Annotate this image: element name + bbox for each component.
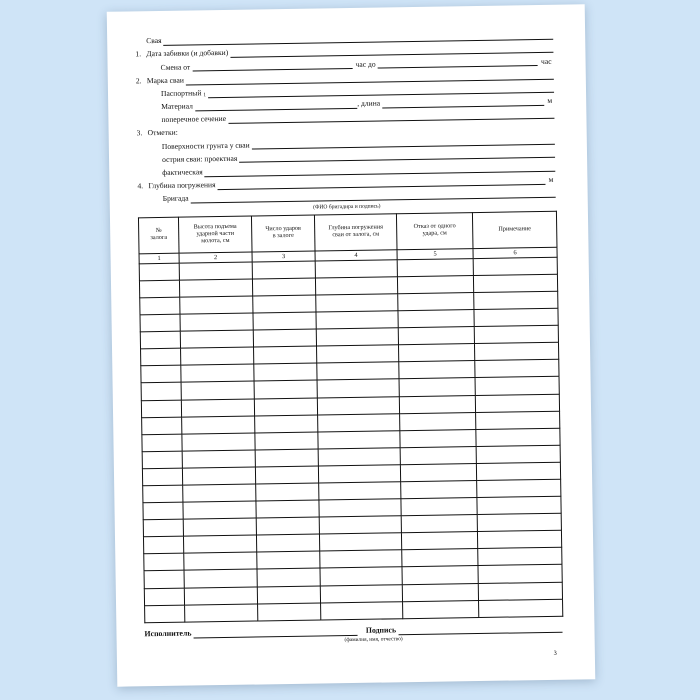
table-cell[interactable] [476,428,560,446]
table-cell[interactable] [319,482,401,500]
column-header-zalog-no [138,217,179,254]
table-cell[interactable] [476,411,560,429]
table-cell[interactable] [475,394,559,412]
field-line[interactable] [230,44,553,58]
table-cell[interactable] [315,277,397,295]
table-cell[interactable] [180,296,253,314]
field-line-length[interactable] [382,97,544,109]
field-label: Материал [161,101,193,112]
table-cell[interactable] [184,569,257,587]
table-cell[interactable] [402,566,478,584]
table-cell[interactable] [316,294,398,312]
table-cell[interactable] [180,313,253,331]
table-cell[interactable] [142,468,182,486]
table-cell[interactable] [143,519,183,537]
table-cell[interactable] [183,518,256,536]
table-cell[interactable] [144,588,184,606]
table-cell[interactable] [478,582,562,600]
table-body [139,247,563,622]
table-cell[interactable] [399,361,475,379]
field-line[interactable] [228,110,554,124]
table-cell[interactable] [181,381,254,399]
table-cell[interactable] [402,549,478,567]
table-cell[interactable] [182,467,255,485]
field-label: Бригада [162,193,189,204]
table-cell[interactable] [317,362,399,380]
table-cell[interactable] [139,263,179,281]
table-cell[interactable] [403,600,479,618]
field-label-superscript: 1 [203,91,207,98]
table-cell[interactable] [185,604,258,622]
table-cell[interactable] [397,275,473,293]
table-cell[interactable] [474,325,558,343]
table-cell[interactable] [183,535,256,553]
table-cell[interactable] [474,342,558,360]
document-content [135,31,563,664]
table-cell[interactable] [141,366,181,384]
header-text: Высота подъема ударной части молота, см [193,222,237,245]
table-cell[interactable] [184,552,257,570]
table-cell[interactable] [182,433,255,451]
table-cell[interactable] [476,445,560,463]
table-cell[interactable] [255,466,318,484]
table-cell[interactable] [253,329,316,347]
field-line[interactable] [208,84,554,98]
field-label-tail: час [540,56,552,66]
table-cell[interactable] [140,314,180,332]
field-line-material[interactable] [195,100,357,112]
table-cell[interactable] [479,599,563,617]
table-cell[interactable] [143,485,183,503]
table-cell[interactable] [183,484,256,502]
table-cell[interactable] [398,293,474,311]
table-cell[interactable] [254,363,317,381]
table-cell[interactable] [399,395,475,413]
table-cell[interactable] [180,330,253,348]
field-label: острия сваи: проектная [161,153,238,164]
signature-label: Подпись [365,625,397,635]
table-cell[interactable] [319,516,401,534]
table-cell[interactable] [181,347,254,365]
table-cell[interactable] [319,533,401,551]
table-cell[interactable] [182,416,255,434]
table-cell[interactable] [256,534,319,552]
field-label: Дата забивки (и добавки) [146,48,229,59]
table-cell[interactable] [400,429,476,447]
table-cell[interactable] [254,346,317,364]
header-text: № залога [150,227,168,242]
table-cell[interactable] [475,377,559,395]
column-header-hammer-lift [178,216,252,253]
field-label: Свая [146,36,162,46]
table-cell[interactable] [257,568,320,586]
table-cell[interactable] [184,587,257,605]
header-text: Число ударов в залоге [265,225,301,240]
field-label-mid: , длина [357,98,381,109]
table-cell[interactable] [255,415,318,433]
table-cell[interactable] [142,451,182,469]
table-cell[interactable] [183,501,256,519]
table-cell[interactable] [474,308,558,326]
table-cell[interactable] [253,312,316,330]
table-cell[interactable] [139,280,179,298]
field-label: Смена от [160,62,191,72]
header-text: Примечание [498,224,532,233]
table-cell[interactable] [401,532,477,550]
field-number: 1. [135,49,142,59]
table-cell[interactable] [318,448,400,466]
index-cell: 5 [397,248,473,259]
table-cell[interactable] [256,500,319,518]
column-header-penetration [314,214,397,251]
header-text: Глубина погружения сваи от залога, см [328,223,384,239]
table-cell[interactable] [181,399,254,417]
field-number: 2. [135,76,142,86]
field-label-tail: м [547,96,553,106]
index-cell: 2 [179,252,252,263]
table-cell[interactable] [142,434,182,452]
table-cell[interactable] [256,517,319,535]
column-header-blow-count [251,215,315,252]
table-cell[interactable] [140,331,180,349]
table-cell[interactable] [179,279,252,297]
table-cell[interactable] [318,413,400,431]
field-label-tail: м [548,174,554,184]
footer-caption: (фамилия, имя, отчество) [344,635,403,643]
table-cell[interactable] [478,565,562,583]
table-cell[interactable] [400,463,476,481]
index-cell: 3 [252,251,315,262]
table-cell[interactable] [257,551,320,569]
field-label-mid: час до [355,59,376,69]
brigade-caption: (ФИО бригадира и подпись) [313,203,381,211]
table-cell[interactable] [144,554,184,572]
field-label: Поверхности грунта у сваи [161,140,250,151]
field-line-to[interactable] [378,57,538,69]
header-text: Отказ от одного удара, см [413,222,456,238]
index-cell: 1 [139,253,179,264]
table-cell[interactable] [400,446,476,464]
table-cell[interactable] [320,550,402,568]
table-cell[interactable] [474,291,558,309]
field-label: Глубина погружения [148,180,216,191]
table-cell[interactable] [398,327,474,345]
table-cell[interactable] [478,548,562,566]
table-cell[interactable] [318,430,400,448]
table-cell[interactable] [316,328,398,346]
table-cell[interactable] [317,345,399,363]
table-cell[interactable] [179,262,252,280]
table-cell[interactable] [317,379,399,397]
table-cell[interactable] [477,496,561,514]
driving-log-table [138,211,563,624]
table-cell[interactable] [473,257,557,275]
table-cell[interactable] [315,260,397,278]
table-cell[interactable] [397,258,473,276]
table-cell[interactable] [320,584,402,602]
table-cell[interactable] [140,297,180,315]
document-page [107,4,596,686]
table-cell[interactable] [255,449,318,467]
table-cell[interactable] [477,479,561,497]
table-cell[interactable] [143,502,183,520]
table-cell[interactable] [402,583,478,601]
field-label: Отметки: [147,128,178,138]
table-cell[interactable] [144,571,184,589]
table-cell[interactable] [398,310,474,328]
table-cell[interactable] [252,278,315,296]
table-cell[interactable] [319,499,401,517]
table-cell[interactable] [141,348,181,366]
table-cell[interactable] [320,567,402,585]
column-header-notes [472,211,557,248]
table-cell[interactable] [182,450,255,468]
table-cell[interactable] [317,396,399,414]
table-cell[interactable] [477,530,561,548]
field-label: Паспортный [160,88,202,98]
field-line[interactable] [217,176,545,190]
table-cell[interactable] [316,311,398,329]
table-cell[interactable] [400,412,476,430]
table-cell[interactable] [473,274,557,292]
table-cell[interactable] [401,515,477,533]
table-cell[interactable] [145,605,185,623]
table-cell[interactable] [398,344,474,362]
field-line[interactable] [252,136,555,150]
table-cell[interactable] [253,295,316,313]
table-cell[interactable] [254,398,317,416]
table-cell[interactable] [475,360,559,378]
field-line[interactable] [239,149,555,163]
table-cell[interactable] [141,400,181,418]
table-cell[interactable] [141,383,181,401]
field-line[interactable] [186,70,554,85]
table-cell[interactable] [252,261,315,279]
field-line-from[interactable] [192,60,352,72]
executor-label: Исполнитель [144,628,192,639]
table-cell[interactable] [401,481,477,499]
table-cell[interactable] [256,483,319,501]
index-cell: 6 [473,247,557,258]
table-cell[interactable] [254,380,317,398]
index-cell: 4 [315,250,397,261]
table-cell[interactable] [401,498,477,516]
field-label: поперечное сечение [161,114,227,125]
table-cell[interactable] [257,586,320,604]
table-cell[interactable] [255,432,318,450]
table-cell[interactable] [258,603,321,621]
table-cell[interactable] [142,417,182,435]
field-number: 3. [136,128,143,138]
page-number: 3 [553,649,557,657]
field-line[interactable] [164,31,554,46]
field-number: 4. [137,181,144,191]
table-cell[interactable] [476,462,560,480]
field-line[interactable] [205,162,556,177]
field-label: Марка сваи [146,75,184,86]
table-cell[interactable] [321,601,403,619]
table-cell[interactable] [399,378,475,396]
table-cell[interactable] [181,364,254,382]
table-cell[interactable] [477,513,561,531]
table-cell[interactable] [143,536,183,554]
column-header-refusal [396,212,473,249]
field-label: фактическая [162,167,203,177]
table-cell[interactable] [318,465,400,483]
